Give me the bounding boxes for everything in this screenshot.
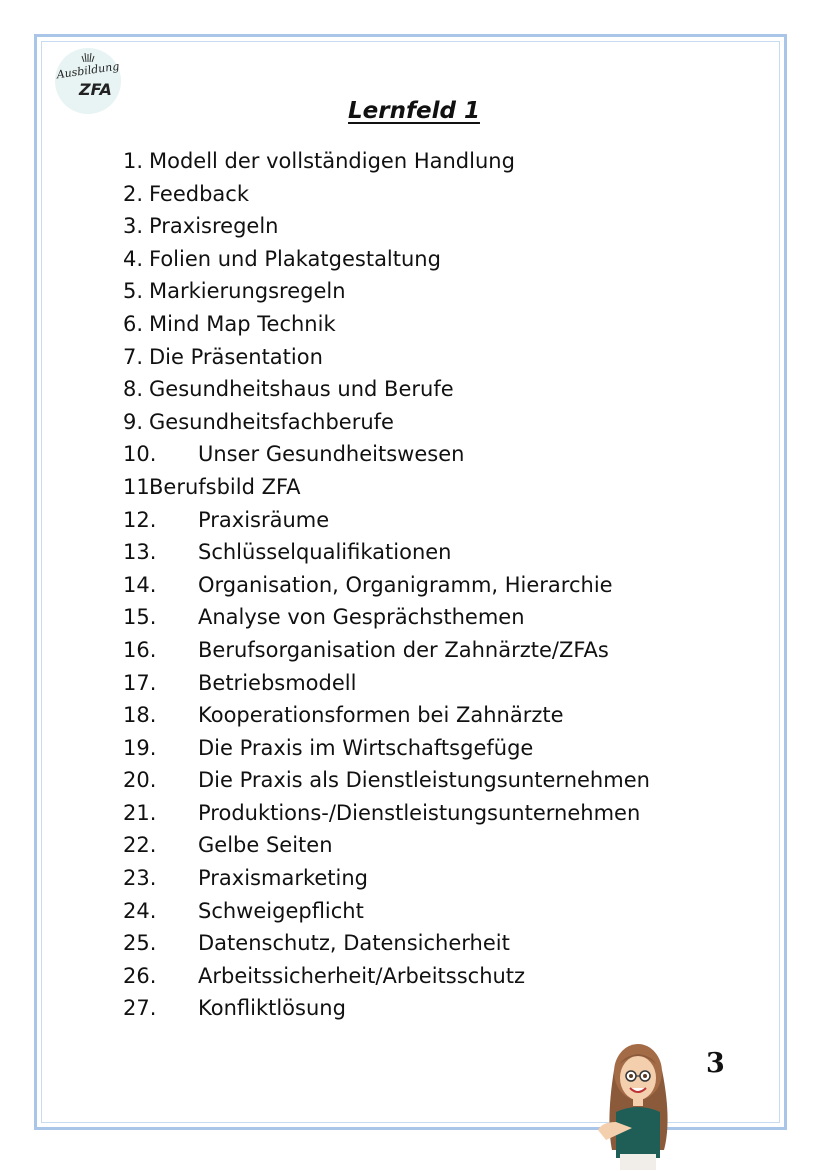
list-item-text: Konfliktlösung bbox=[198, 996, 346, 1021]
list-item bbox=[123, 308, 650, 341]
list-item bbox=[123, 243, 650, 276]
list-item-text: Gesundheitshaus und Berufe bbox=[149, 377, 454, 402]
list-item bbox=[123, 862, 650, 895]
list-item-text: Praxisregeln bbox=[149, 214, 279, 239]
logo-caps-text: ZFA bbox=[79, 80, 112, 99]
avatar-illustration bbox=[592, 1030, 684, 1170]
list-item-text: Praxismarketing bbox=[198, 866, 368, 891]
list-item-number: 3. bbox=[123, 214, 144, 239]
list-item bbox=[123, 764, 650, 797]
list-item bbox=[123, 634, 650, 667]
list-item-text: Die Präsentation bbox=[149, 344, 323, 369]
list-item bbox=[123, 732, 650, 765]
list-item-text: Betriebsmodell bbox=[198, 670, 357, 695]
list-item-number: 16. bbox=[123, 637, 157, 662]
list-item-number: 10. bbox=[123, 442, 157, 467]
list-item-text: Feedback bbox=[149, 181, 250, 206]
table-of-contents bbox=[123, 145, 650, 1025]
list-item-number: 8. bbox=[123, 377, 144, 402]
list-item-number: 11. bbox=[123, 474, 157, 499]
list-item-text: Die Praxis im Wirtschaftsgefüge bbox=[198, 735, 534, 760]
list-item bbox=[123, 960, 650, 993]
list-item bbox=[123, 471, 650, 504]
list-item bbox=[123, 927, 650, 960]
list-item-text: Analyse von Gesprächsthemen bbox=[198, 605, 525, 630]
list-item-number: 17. bbox=[123, 670, 157, 695]
list-item-number: 25. bbox=[123, 931, 157, 956]
list-item-text: Folien und Plakatgestaltung bbox=[149, 246, 441, 271]
list-item-text: Schlüsselqualifikationen bbox=[198, 540, 452, 565]
list-item bbox=[123, 341, 650, 374]
list-item bbox=[123, 569, 650, 602]
page-number: 3 bbox=[706, 1048, 725, 1079]
list-item-number: 24. bbox=[123, 898, 157, 923]
list-item-number: 6. bbox=[123, 311, 144, 336]
list-item-number: 21. bbox=[123, 800, 157, 825]
list-item bbox=[123, 601, 650, 634]
list-item-number: 1. bbox=[123, 149, 144, 173]
list-item bbox=[123, 145, 650, 178]
list-item bbox=[123, 178, 650, 211]
list-item-text: Gesundheitsfachberufe bbox=[149, 409, 394, 434]
list-item-text: Schweigepflicht bbox=[198, 898, 364, 923]
list-item bbox=[123, 829, 650, 862]
list-item-number: 9. bbox=[123, 409, 144, 434]
list-item bbox=[123, 992, 650, 1025]
list-item bbox=[123, 406, 650, 439]
list-item bbox=[123, 275, 650, 308]
list-item-text: Kooperationsformen bei Zahnärzte bbox=[198, 703, 564, 728]
list-item-number: 4. bbox=[123, 246, 144, 271]
list-item bbox=[123, 667, 650, 700]
list-item-number: 27. bbox=[123, 996, 157, 1021]
list-item-number: 23. bbox=[123, 866, 157, 891]
list-item bbox=[123, 895, 650, 928]
list-item-number: 20. bbox=[123, 768, 157, 793]
list-item-number: 5. bbox=[123, 279, 144, 304]
list-item-number: 22. bbox=[123, 833, 157, 858]
list-item-text: Datenschutz, Datensicherheit bbox=[198, 931, 510, 956]
list-item-text: Praxisräume bbox=[198, 507, 330, 532]
list-item-number: 26. bbox=[123, 963, 157, 988]
sparkle-icon bbox=[81, 52, 95, 62]
list-item bbox=[123, 438, 650, 471]
list-item-number: 15. bbox=[123, 605, 157, 630]
list-item-text: Gelbe Seiten bbox=[198, 833, 333, 858]
list-item bbox=[123, 536, 650, 569]
list-item-number: 19. bbox=[123, 735, 157, 760]
list-item-text: Arbeitssicherheit/Arbeitsschutz bbox=[198, 963, 526, 988]
page-title: Lernfeld 1 bbox=[348, 98, 480, 124]
list-item-text: Mind Map Technik bbox=[149, 311, 336, 336]
list-item-text: Berufsbild ZFA bbox=[149, 474, 301, 499]
list-item bbox=[123, 373, 650, 406]
list-item-text: Unser Gesundheitswesen bbox=[198, 442, 465, 467]
list-item-text: Organisation, Organigramm, Hierarchie bbox=[198, 572, 613, 597]
list-item-number: 12. bbox=[123, 507, 157, 532]
list-item-number: 7. bbox=[123, 344, 144, 369]
list-item-text: Produktions-/Dienstleistungsunternehmen bbox=[198, 800, 641, 825]
list-item-number: 13. bbox=[123, 540, 157, 565]
list-item bbox=[123, 699, 650, 732]
list-item bbox=[123, 797, 650, 830]
list-item-text: Berufsorganisation der Zahnärzte/ZFAs bbox=[198, 637, 609, 662]
logo-script-text: Ausbildung bbox=[55, 59, 121, 82]
list-item-text: Die Praxis als Dienstleistungsunternehmen bbox=[198, 768, 650, 793]
list-item-number: 2. bbox=[123, 181, 144, 206]
list-item bbox=[123, 504, 650, 537]
list-item-number: 18. bbox=[123, 703, 157, 728]
list-item-number: 14. bbox=[123, 572, 157, 597]
list-item-text: Modell der vollständigen Handlung bbox=[149, 149, 515, 173]
list-item-text: Markierungsregeln bbox=[149, 279, 346, 304]
list-item bbox=[123, 210, 650, 243]
